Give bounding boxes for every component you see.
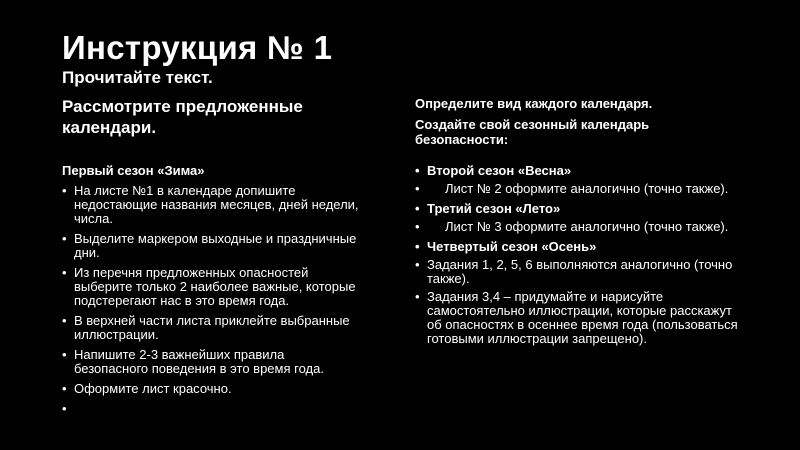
list-item: • На листе №1 в календаре допишите недостающие названия месяцев, дней недели, числа.	[62, 184, 362, 226]
autumn-item-1: • Задания 1, 2, 5, 6 выполняются аналогично (точно также).	[415, 258, 745, 286]
winter-season-title: Первый сезон «Зима»	[62, 163, 205, 178]
winter-task-list	[62, 184, 362, 396]
autumn-item-2: • Задания 3,4 – придумайте и нарисуйте самостоятельно иллюстрации, которые расскажут об опасностях в осеннее время года (пользоваться готовыми иллюстрации запрещено).	[415, 290, 745, 346]
slide-title: Инструкция № 1	[62, 29, 333, 66]
right-heading-line-1: Определите вид каждого календаря.	[415, 96, 653, 111]
spring-season-title: • Второй сезон «Весна»	[415, 164, 745, 178]
summer-text: Лист № 3 оформите аналогично (точно также).	[445, 219, 729, 234]
list-item: • Напишите 2-3 важнейших правила безопасного поведения в это время года.	[62, 348, 362, 376]
right-column	[415, 164, 745, 350]
spring-item	[415, 182, 745, 196]
right-heading	[415, 96, 745, 153]
slide-subtitle: Прочитайте текст.	[62, 68, 213, 87]
list-item: • В верхней части листа приклейте выбранные иллюстрации.	[62, 314, 362, 342]
spring-text: Лист № 2 оформите аналогично (точно также).	[445, 181, 729, 196]
list-item: • Из перечня предложенных опасностей выберите только 2 наиболее важные, которые подстерегают нас в это время года.	[62, 266, 362, 308]
summer-season-title: • Третий сезон «Лето»	[415, 202, 745, 216]
summer-item	[415, 220, 745, 234]
list-item: • Выделите маркером выходные и праздничные дни.	[62, 232, 362, 260]
list-item: • Оформите лист красочно.	[62, 382, 362, 396]
autumn-season-title: • Четвертый сезон «Осень»	[415, 240, 745, 254]
right-heading-line-2: Создайте свой сезонный календарь безопасности:	[415, 117, 650, 147]
left-heading: Рассмотрите предложенные календари.	[62, 97, 303, 137]
left-column	[62, 164, 362, 402]
